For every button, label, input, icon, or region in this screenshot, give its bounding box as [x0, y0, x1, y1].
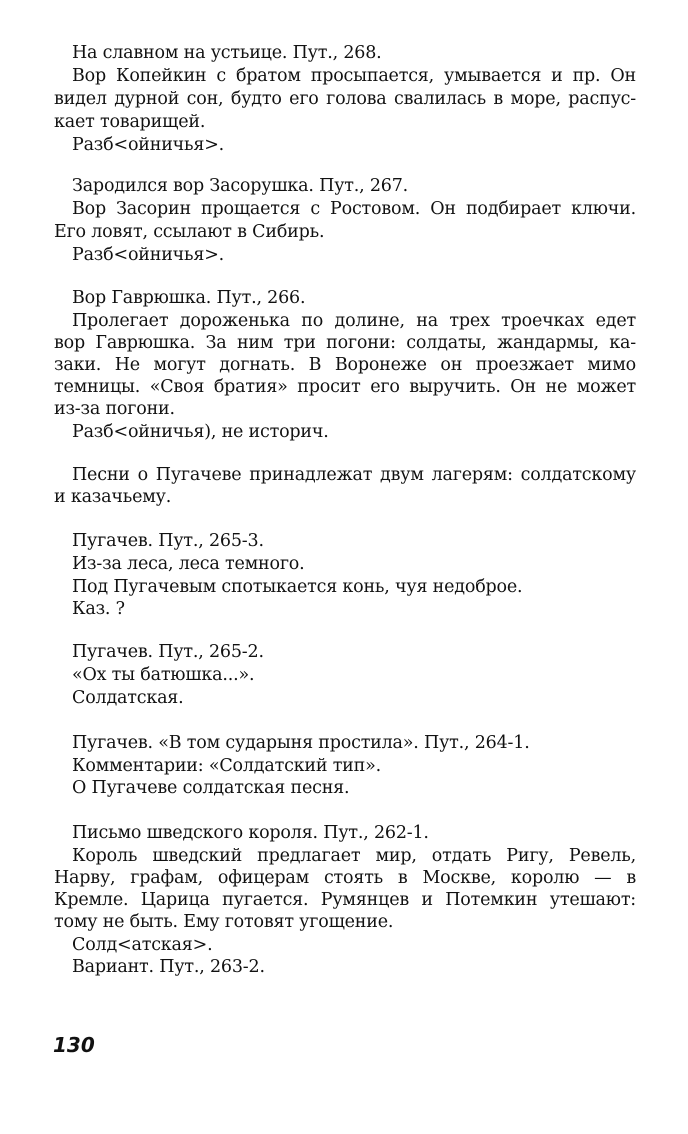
- body-line: Нарву, графам, офицерам стоять в Москве, королю — в: [54, 868, 636, 888]
- genre-note: Разб<ойничья), не историч.: [72, 422, 329, 442]
- genre-note: Разб<ойничья>.: [72, 245, 225, 265]
- body-line: Король шведский предлагает мир, отдать Ригу, Ревель,: [72, 846, 636, 866]
- body-line: и казачьему.: [54, 487, 172, 507]
- body-line: Вор Засорин прощается с Ростовом. Он подбирает ключи.: [72, 199, 636, 219]
- body-line: темницы. «Своя братия» просит его выручить. Он не может: [54, 377, 636, 397]
- genre-note: Разб<ойничья>.: [72, 135, 225, 155]
- body-line: заки. Не могут догнать. В Воронеже он проезжает мимо: [54, 355, 636, 375]
- entry-heading: На славном на устьице. Пут., 268.: [72, 43, 382, 63]
- genre-note: Каз. ?: [72, 599, 125, 619]
- body-line: вор Гаврюшка. За ним три погони: солдаты, жандармы, ка-: [54, 333, 636, 353]
- body-line: Его ловят, ссылают в Сибирь.: [54, 222, 325, 242]
- entry-heading: Письмо шведского короля. Пут., 262-1.: [72, 823, 429, 843]
- genre-note: О Пугачеве солдатская песня.: [72, 778, 350, 798]
- variant-note: Вариант. Пут., 263-2.: [72, 957, 265, 977]
- body-line: тому не быть. Ему готовят угощение.: [54, 912, 394, 932]
- body-line: Из-за леса, леса темного.: [72, 554, 305, 574]
- body-line: из-за погони.: [54, 399, 175, 419]
- body-line: Комментарии: «Солдатский тип».: [72, 756, 381, 776]
- body-line: кает товарищей.: [54, 112, 206, 132]
- body-line: Кремле. Царица пугается. Румянцев и Потемкин утешают:: [54, 890, 636, 910]
- body-line: Вор Копейкин с братом просыпается, умывается и пр. Он: [72, 66, 636, 86]
- entry-heading: Пугачев. «В том сударыня простила». Пут., 264-1.: [72, 733, 530, 753]
- body-line: «Ох ты батюшка...».: [72, 665, 255, 685]
- body-line: Песни о Пугачеве принадлежат двум лагерям: солдатскому: [72, 465, 636, 485]
- body-line: видел дурной сон, будто его голова свалилась в море, распус-: [54, 89, 636, 109]
- body-line: Пролегает дороженька по долине, на трех троечках едет: [72, 311, 636, 331]
- entry-heading: Вор Гаврюшка. Пут., 266.: [72, 288, 306, 308]
- body-line: Под Пугачевым спотыкается конь, чуя недоброе.: [72, 577, 523, 597]
- page-number: 130: [53, 1033, 95, 1057]
- entry-heading: Пугачев. Пут., 265-3.: [72, 531, 264, 551]
- genre-note: Солд<атская>.: [72, 935, 213, 955]
- entry-heading: Пугачев. Пут., 265-2.: [72, 642, 264, 662]
- entry-heading: Зародился вор Засорушка. Пут., 267.: [72, 176, 409, 196]
- genre-note: Солдатская.: [72, 688, 184, 708]
